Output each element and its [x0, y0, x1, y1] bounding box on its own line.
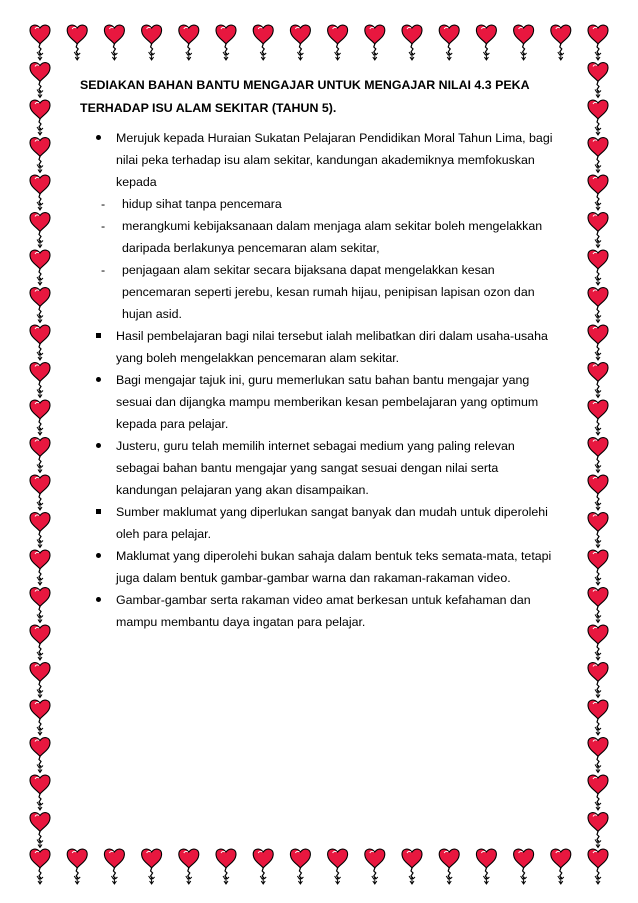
heart-balloon-icon	[514, 25, 534, 60]
heart-balloon-icon	[588, 813, 608, 848]
document-title: SEDIAKAN BAHAN BANTU MENGAJAR UNTUK MENGAJAR NILAI 4.3 PEKA TERHADAP ISU ALAM SEKITAR (TAHUN 5).	[80, 78, 530, 115]
heart-balloon-icon	[30, 438, 50, 473]
heart-balloon-icon	[551, 849, 571, 884]
heart-balloon-icon	[104, 849, 124, 884]
bullet-icon	[96, 597, 101, 602]
heart-balloon-icon	[290, 25, 310, 60]
bullet-icon	[96, 509, 101, 514]
bullet-icon	[96, 135, 101, 140]
heart-balloon-icon	[30, 513, 50, 548]
heart-balloon-icon	[30, 400, 50, 435]
heart-balloon-icon	[588, 513, 608, 548]
heart-balloon-icon	[30, 588, 50, 623]
heart-balloon-icon	[67, 25, 87, 60]
list-item: Gambar-gambar serta rakaman video amat berkesan untuk kefahaman dan mampu membantu daya ingatan para pelajar.	[80, 589, 560, 633]
heart-balloon-icon	[30, 475, 50, 510]
dash-marker: -	[101, 219, 106, 233]
heart-balloon-icon	[30, 175, 50, 210]
list-item: Justeru, guru telah memilih internet sebagai medium yang paling relevan sebagai bahan bantu mengajar yang sangat sesuai dengan nilai serta kandungan pelajaran yang akan disampaikan.	[80, 435, 560, 501]
heart-balloon-icon	[30, 813, 50, 848]
heart-balloon-icon	[30, 213, 50, 248]
dash-marker: -	[101, 263, 106, 277]
heart-balloon-icon	[30, 100, 50, 135]
heart-balloon-icon	[104, 25, 124, 60]
heart-balloon-icon	[588, 213, 608, 248]
heart-balloon-icon	[476, 25, 496, 60]
heart-balloon-icon	[30, 738, 50, 773]
list-item: Hasil pembelajaran bagi nilai tersebut ialah melibatkan diri dalam usaha-usaha yang boleh mengelakkan pencemaran alam sekitar.	[80, 325, 560, 369]
heart-balloon-icon	[30, 775, 50, 810]
heart-balloon-icon	[30, 288, 50, 323]
heart-balloon-icon	[365, 25, 385, 60]
heart-balloon-icon	[514, 849, 534, 884]
item-list	[80, 127, 560, 633]
sub-list-item: - penjagaan alam sekitar secara bijaksana dapat mengelakkan kesan pencemaran seperti jerebu, kesan rumah hijau, penipisan lapisan ozon dan hujan asid.	[80, 259, 560, 325]
heart-balloon-icon	[439, 849, 459, 884]
sub-list-item: - hidup sihat tanpa pencemara	[80, 193, 560, 215]
heart-balloon-icon	[402, 849, 422, 884]
heart-balloon-icon	[30, 700, 50, 735]
dash-marker: -	[101, 197, 106, 211]
heart-balloon-icon	[365, 849, 385, 884]
heart-balloon-icon	[588, 63, 608, 98]
list-item: Maklumat yang diperolehi bukan sahaja dalam bentuk teks semata-mata, tetapi juga dalam bentuk gambar-gambar warna dan rakaman-rakaman video.	[80, 545, 560, 589]
heart-balloon-icon	[588, 775, 608, 810]
heart-balloon-icon	[216, 849, 236, 884]
bullet-icon	[96, 443, 101, 448]
heart-balloon-icon	[588, 363, 608, 398]
heart-balloon-icon	[588, 588, 608, 623]
heart-balloon-icon	[30, 25, 50, 60]
list-item: Bagi mengajar tajuk ini, guru memerlukan satu bahan bantu mengajar yang sesuai dan dijangka mampu memberikan kesan pembelajaran yang optimum kepada para pelajar.	[80, 369, 560, 435]
heart-balloon-icon	[30, 849, 50, 884]
heart-balloon-icon	[588, 175, 608, 210]
heart-balloon-icon	[328, 25, 348, 60]
heart-balloon-icon	[67, 849, 87, 884]
bullet-icon	[96, 333, 101, 338]
heart-balloon-icon	[142, 849, 162, 884]
heart-balloon-icon	[588, 138, 608, 173]
bullet-icon	[96, 553, 101, 558]
heart-balloon-icon	[290, 849, 310, 884]
sub-list-item: - merangkumi kebijaksanaan dalam menjaga alam sekitar boleh mengelakkan daripada berlakunya pencemaran alam sekitar,	[80, 215, 560, 259]
heart-balloon-icon	[179, 25, 199, 60]
heart-balloon-icon	[30, 363, 50, 398]
heart-balloon-icon	[402, 25, 422, 60]
heart-balloon-icon	[30, 550, 50, 585]
heart-balloon-icon	[588, 849, 608, 884]
heart-balloon-icon	[588, 100, 608, 135]
heart-balloon-icon	[30, 63, 50, 98]
heart-balloon-icon	[588, 738, 608, 773]
heart-balloon-icon	[588, 625, 608, 660]
heart-balloon-icon	[588, 663, 608, 698]
heart-balloon-icon	[476, 849, 496, 884]
heart-balloon-icon	[588, 25, 608, 60]
heart-balloon-icon	[588, 475, 608, 510]
list-item: Sumber maklumat yang diperlukan sangat banyak dan mudah untuk diperolehi oleh para pelajar.	[80, 501, 560, 545]
heart-balloon-icon	[588, 438, 608, 473]
heart-balloon-icon	[30, 138, 50, 173]
heart-balloon-icon	[179, 849, 199, 884]
heart-balloon-icon	[142, 25, 162, 60]
heart-balloon-icon	[328, 849, 348, 884]
document-body	[80, 74, 560, 633]
heart-balloon-icon	[30, 625, 50, 660]
heart-balloon-icon	[588, 550, 608, 585]
heart-balloon-icon	[30, 325, 50, 360]
bullet-icon	[96, 377, 101, 382]
heart-balloon-icon	[30, 250, 50, 285]
heart-balloon-icon	[216, 25, 236, 60]
list-item: Merujuk kepada Huraian Sukatan Pelajaran Pendidikan Moral Tahun Lima, bagi nilai peka terhadap isu alam sekitar, kandungan akademiknya memfokuskan kepada	[80, 127, 560, 193]
heart-balloon-icon	[253, 849, 273, 884]
heart-balloon-icon	[551, 25, 571, 60]
heart-balloon-icon	[588, 400, 608, 435]
heart-balloon-icon	[588, 250, 608, 285]
heart-balloon-icon	[253, 25, 273, 60]
heart-balloon-icon	[588, 288, 608, 323]
heart-balloon-icon	[439, 25, 459, 60]
heart-balloon-icon	[588, 700, 608, 735]
heart-balloon-icon	[30, 663, 50, 698]
heart-balloon-icon	[588, 325, 608, 360]
